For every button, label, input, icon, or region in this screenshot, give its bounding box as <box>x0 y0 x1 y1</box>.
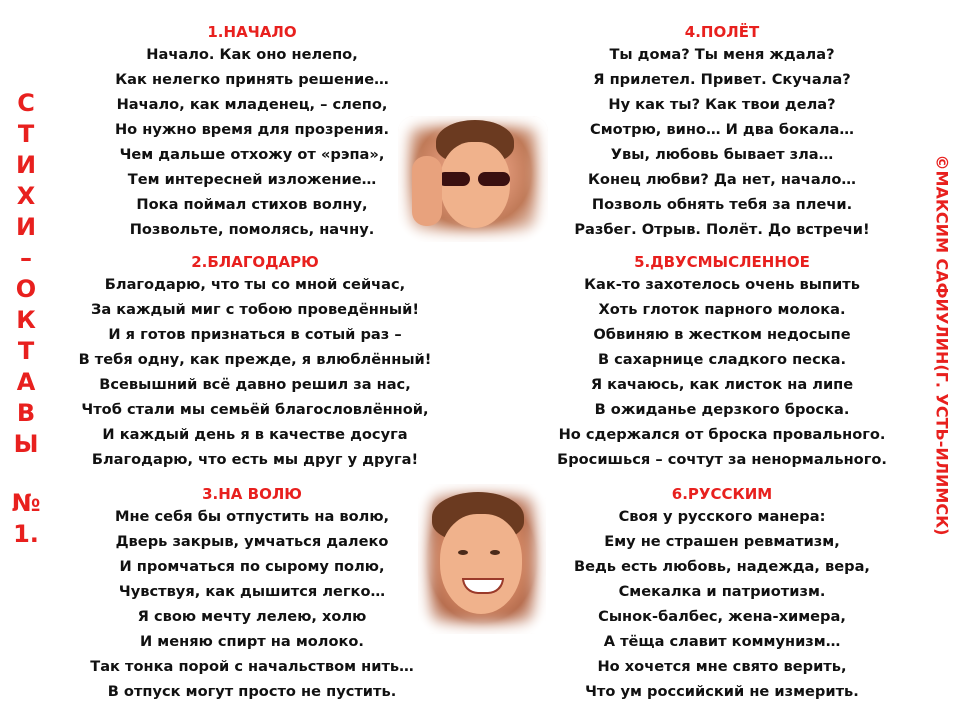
title-letter: Х <box>16 182 36 210</box>
poem-line: В сахарнице сладкого песка. <box>597 351 847 368</box>
poem-line: И я готов признаться в сотый раз – <box>108 326 402 343</box>
poem-line: Своя у русского манера: <box>618 508 826 525</box>
poem-4 <box>532 22 912 242</box>
author-photo-smiling <box>418 484 546 634</box>
number-value: 1. <box>13 520 39 548</box>
poem-line: Смотрю, вино… И два бокала… <box>590 121 854 138</box>
poem-line: И меняю спирт на молоко. <box>140 633 364 650</box>
poem-line: Тем интересней изложение… <box>127 171 377 188</box>
poem-title: 6.РУССКИМ <box>671 485 773 503</box>
author-photo-sunglasses <box>398 116 548 242</box>
poem-line: Но хочется мне свято верить, <box>597 658 847 675</box>
poem-line: Но сдержался от броска провального. <box>558 426 886 443</box>
title-letter: О <box>15 275 37 303</box>
face <box>440 514 522 614</box>
poem-line: Позвольте, помолясь, начну. <box>129 221 375 238</box>
poem-line: Разбег. Отрыв. Полёт. До встречи! <box>574 221 870 238</box>
poem-line: В тебя одну, как прежде, я влюблённый! <box>78 351 432 368</box>
poem-line: Чем дальше отхожу от «рэпа», <box>119 146 385 163</box>
poem-line: Увы, любовь бывает зла… <box>610 146 834 163</box>
poem-line: Мне себя бы отпустить на волю, <box>114 508 390 525</box>
poem-line: Ты дома? Ты меня ждала? <box>609 46 835 63</box>
poem-line: Всевышний всё давно решил за нас, <box>99 376 411 393</box>
title-letter: Т <box>17 337 35 365</box>
poem-line: Бросишься – сочтут за ненормального. <box>557 451 887 468</box>
poem-5 <box>526 252 918 472</box>
poem-line: Конец любви? Да нет, начало… <box>587 171 856 188</box>
poem-title: 1.НАЧАЛО <box>207 23 297 41</box>
sunglasses-icon <box>478 172 510 186</box>
title-letter: И <box>15 151 37 179</box>
poem-line: Начало, как младенец, – слепо, <box>116 96 388 113</box>
vertical-title <box>6 88 46 550</box>
poem-line: Пока поймал стихов волну, <box>136 196 368 213</box>
poem-line: А тёща славит коммунизм… <box>603 633 841 650</box>
poem-line: Я свою мечту лелею, холю <box>137 608 367 625</box>
title-letter: С <box>17 89 35 117</box>
poem-line: Что ум российский не измерить. <box>585 683 859 700</box>
poem-line: Как нелегко принять решение… <box>115 71 389 88</box>
title-letter: Т <box>17 120 35 148</box>
title-letter: И <box>15 213 37 241</box>
sunglasses-icon <box>438 172 470 186</box>
poem-line: Хоть глоток парного молока. <box>598 301 846 318</box>
author-credit-column <box>932 30 952 660</box>
title-letter: В <box>16 399 36 427</box>
poem-title: 3.НА ВОЛЮ <box>202 485 302 503</box>
poem-line: Начало. Как оно нелепо, <box>146 46 358 63</box>
title-letter: К <box>16 306 36 334</box>
poem-line: Как-то захотелось очень выпить <box>584 276 860 293</box>
poem-line: Смекалка и патриотизм. <box>618 583 826 600</box>
poem-line: Я прилетел. Привет. Скучала? <box>593 71 851 88</box>
poem-line: Чтоб стали мы семьёй благословлённой, <box>81 401 429 418</box>
poem-3 <box>56 484 448 704</box>
poem-line: Сынок-балбес, жена-химера, <box>598 608 846 625</box>
title-letter: Ы <box>13 430 39 458</box>
author-credit: ©МАКСИМ САФИУЛИН(Г. УСТЬ-ИЛИМСК) <box>932 154 952 536</box>
poem-line: В отпуск могут просто не пустить. <box>107 683 397 700</box>
poem-title: 2.БЛАГОДАРЮ <box>191 253 319 271</box>
poem-line: Ну как ты? Как твои дела? <box>608 96 836 113</box>
poem-line: Благодарю, что есть мы друг у друга! <box>91 451 419 468</box>
poem-title: 4.ПОЛЁТ <box>684 23 760 41</box>
number-label: № <box>11 489 41 517</box>
poem-line: Но нужно время для прозрения. <box>114 121 390 138</box>
poem-title: 5.ДВУСМЫСЛЕННОЕ <box>634 253 810 271</box>
poem-line: И промчаться по сырому полю, <box>119 558 385 575</box>
poem-line: Дверь закрыв, умчаться далеко <box>115 533 389 550</box>
poem-line: В ожиданье дерзкого броска. <box>594 401 850 418</box>
hand <box>412 156 442 226</box>
poem-6 <box>532 484 912 704</box>
poem-line: Я качаюсь, как листок на липе <box>590 376 854 393</box>
poem-1 <box>56 22 448 242</box>
title-letter: – <box>20 244 32 272</box>
poem-line: Ему не страшен ревматизм, <box>604 533 840 550</box>
poem-line: И каждый день я в качестве досуга <box>102 426 408 443</box>
eye <box>458 550 468 555</box>
poem-line: Позволь обнять тебя за плечи. <box>591 196 853 213</box>
poem-line: Благодарю, что ты со мной сейчас, <box>104 276 406 293</box>
poem-line: Ведь есть любовь, надежда, вера, <box>574 558 870 575</box>
poem-line: Так тонка порой с начальством нить… <box>90 658 414 675</box>
title-letter: А <box>16 368 36 396</box>
eye <box>490 550 500 555</box>
poem-line: Чувствуя, как дышится легко… <box>118 583 386 600</box>
poem-line: За каждый миг с тобою проведённый! <box>90 301 420 318</box>
poem-line: Обвиняю в жестком недосыпе <box>593 326 851 343</box>
poem-2 <box>50 252 460 472</box>
